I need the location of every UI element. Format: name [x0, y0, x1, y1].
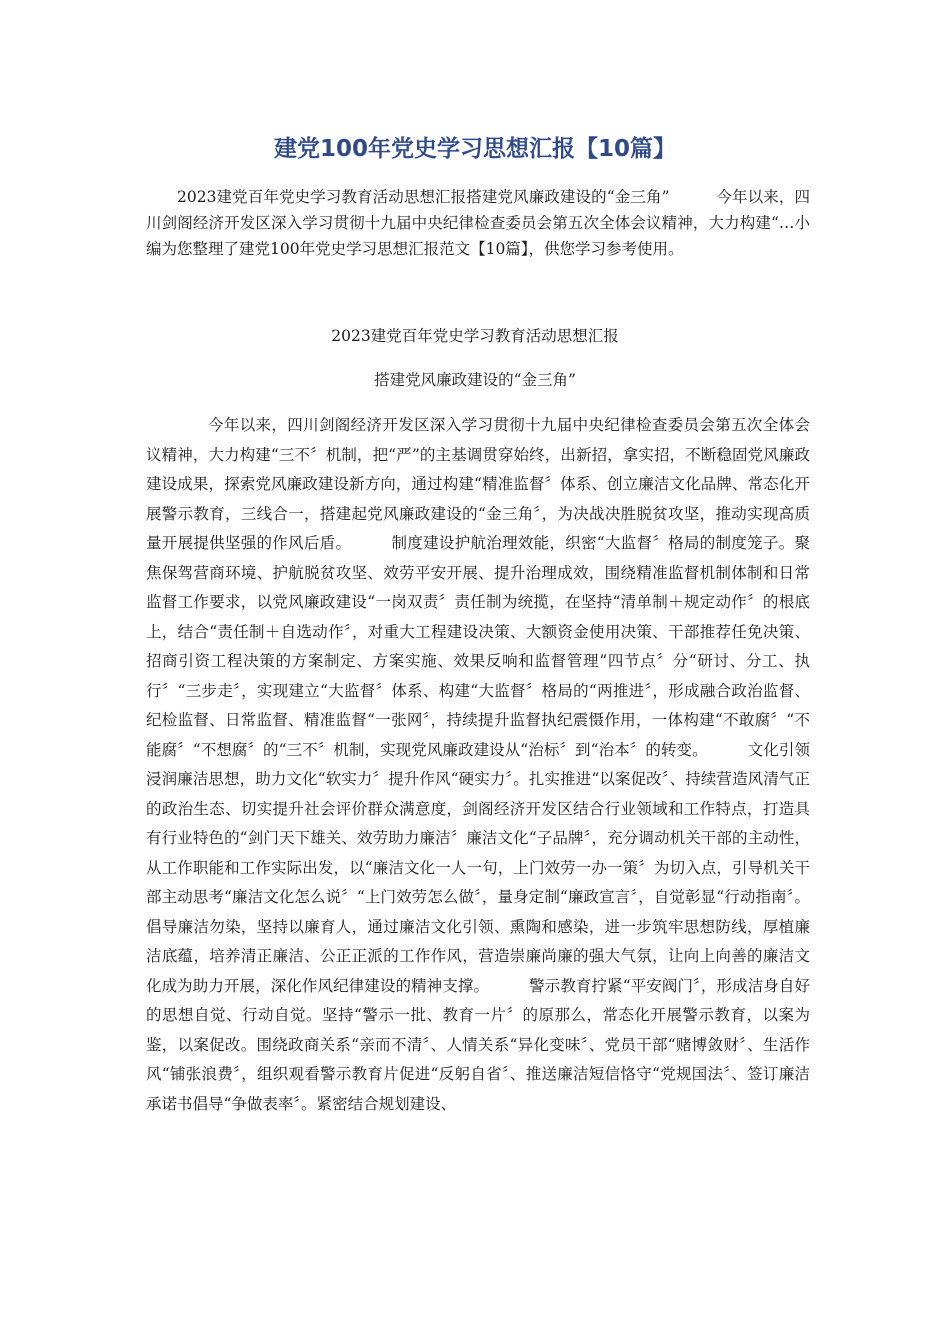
body-paragraph-1: 今年以来，四川剑阁经济开发区深入学习贯彻十九届中央纪律检查委员会第五次全体会议精神，大力构建“三不〞机制，把“严”的主基调贯穿始终，出新招，拿实招，不断稳固党风廉政建设成果，探索党风廉政建设新方向，通过构建“精准监督〞体系、创立廉洁文化品牌、常态化开展警示教育，三线合一，搭建起党风廉政建设的“金三角〞，为决战决胜脱贫攻坚，推动实现高质量开展提供坚强的作风后盾。 [146, 416, 810, 552]
article-subheading: 搭建党风廉政建设的“金三角” [374, 371, 576, 389]
document-title: 建党100年党史学习思想汇报【10篇】 [273, 136, 677, 162]
article-heading: 2023建党百年党史学习教育活动思想汇报 [331, 327, 619, 345]
body-paragraph-4: 警示教育拧紧“平安阀门〞，形成洁身自好的思想自觉、行动自觉。坚持“警示一批、教育一片〞的原那么，常态化开展警示教育，以案为鉴，以案促改。围绕政商关系“亲而不清〞、人情关系“异化变味〞、党员干部“赌博敛财〞、生活作风“铺张浪费〞，组织观看警示教育片促进“反躬自省〞、推送廉洁短信恪守“党规国法〞、签订廉洁承诺书倡导“争做表率〞。紧密结合规划建设、 [146, 976, 810, 1113]
body-paragraph-2: 制度建设护航治理效能，织密“大监督〞格局的制度笼子。聚焦保驾营商环境、护航脱贫攻坚、效劳平安开展、提升治理成效，围绕精准监督机制体制和日常监督工作要求，以党风廉政建设“一岗双责〞责任制为统揽，在坚持“清单制＋规定动作〞的根底上，结合“责任制＋自选动作〞，对重大工程建设决策、大额资金使用决策、干部推荐任免决策、招商引资工程决策的方案制定、方案实施、效果反响和监督管理“四节点〞分“研讨、分工、执行〞“三步走〞，实现建立“大监督〞体系、构建“大监督〞格局的“两推进〞，形成融合政治监督、纪检监督、日常监督、精准监督“一张网〞，持续提升监督执纪震慑作用，一体构建“不敢腐〞“不能腐〞“不想腐〞的“三不〞机制，实现党风廉政建设从“治标〞到“治本〞的转变。 [146, 534, 810, 759]
intro-paragraph: 2023建党百年党史学习教育活动思想汇报搭建党风廉政建设的“金三角” 今年以来，四川剑阁经济开发区深入学习贯彻十九届中央纪律检查委员会第五次全体会议精神，大力构建“…小编为您整理了建党100年党史学习思想汇报范文【10篇】，供您学习参考使用。 [146, 188, 810, 258]
body-paragraph-3: 文化引领浸润廉洁思想，助力文化“软实力〞提升作风“硬实力〞。扎实推进“以案促改〞、持续营造风清气正的政治生态、切实提升社会评价群众满意度，剑阁经济开发区结合行业领域和工作特点，打造具有行业特色的“剑门天下雄关、效劳助力廉洁〞廉洁文化“子品牌〞，充分调动机关干部的主动性，从工作职能和工作实际出发，以“廉洁文化一人一句，上门效劳一办一策〞为切入点，引导机关干部主动思考“廉洁文化怎么说〞“上门效劳怎么做〞，量身定制“廉政宣言〞，自觉彰显“行动指南〞。倡导廉洁勿染，坚持以廉育人，通过廉洁文化引领、熏陶和感染，进一步筑牢思想防线，厚植廉洁底蕴，培养清正廉洁、公正正派的工作作风，营造崇廉尚廉的强大气氛，让向上向善的廉洁文化成为助力开展，深化作风纪律建设的精神支撑。 [146, 740, 810, 995]
article-body [146, 411, 810, 1119]
